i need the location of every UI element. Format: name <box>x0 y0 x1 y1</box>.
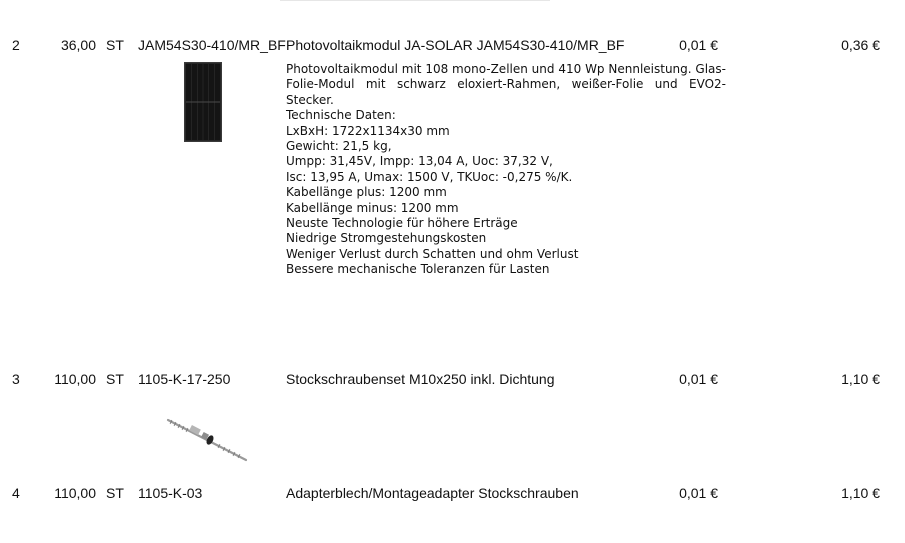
unit: ST <box>106 485 124 501</box>
item-name: Photovoltaikmodul JA-SOLAR JAM54S30-410/MR_BF <box>286 37 625 53</box>
hanger-bolt-image <box>164 416 250 464</box>
description-line: Gewicht: 21,5 kg, <box>286 139 392 154</box>
top-divider <box>280 0 550 1</box>
unit-price: 0,01 € <box>679 485 718 501</box>
description-line: Niedrige Stromgestehungskosten <box>286 231 487 246</box>
unit-price: 0,01 € <box>679 371 718 387</box>
line-total: 1,10 € <box>841 371 880 387</box>
description-line: Kabellänge minus: 1200 mm <box>286 200 459 215</box>
line-total: 0,36 € <box>841 37 880 53</box>
description-line: Umpp: 31,45V, Impp: 13,04 A, Uoc: 37,32 V, <box>286 154 553 169</box>
description-line: Weniger Verlust durch Schatten und ohm Verlust <box>286 246 579 261</box>
unit-price: 0,01 € <box>679 37 718 53</box>
description-paragraph: Photovoltaikmodul mit 108 mono-Zellen und 410 Wp Nennleistung. Glas-Folie-Modul mit schwarz eloxiert-Rahmen, weißer-Folie und EVO2-Stecker. <box>286 62 726 107</box>
position-number: 4 <box>12 485 20 501</box>
description-line: Kabellänge plus: 1200 mm <box>286 185 447 200</box>
solar-panel-image <box>184 62 222 142</box>
unit: ST <box>106 37 124 53</box>
item-description <box>286 62 726 278</box>
quantity: 110,00 <box>54 371 96 387</box>
quantity: 36,00 <box>60 37 96 53</box>
position-number: 3 <box>12 371 20 387</box>
article-number: JAM54S30-410/MR_BF <box>138 37 286 53</box>
description-line: Isc: 13,95 A, Umax: 1500 V, TKUoc: -0,275 %/K. <box>286 169 573 184</box>
table-row <box>0 36 905 56</box>
unit: ST <box>106 371 124 387</box>
description-line: LxBxH: 1722x1134x30 mm <box>286 123 450 138</box>
item-name: Adapterblech/Montageadapter Stockschrauben <box>286 485 579 501</box>
article-number: 1105-K-17-250 <box>138 371 231 387</box>
description-line: Neuste Technologie für höhere Erträge <box>286 216 518 231</box>
table-row <box>0 370 905 390</box>
position-number: 2 <box>12 37 20 53</box>
description-line: Bessere mechanische Toleranzen für Lasten <box>286 262 550 277</box>
quantity: 110,00 <box>54 485 96 501</box>
table-row <box>0 484 905 504</box>
item-name: Stockschraubenset M10x250 inkl. Dichtung <box>286 371 555 387</box>
article-number: 1105-K-03 <box>138 485 203 501</box>
description-line: Technische Daten: <box>286 108 396 123</box>
line-total: 1,10 € <box>841 485 880 501</box>
